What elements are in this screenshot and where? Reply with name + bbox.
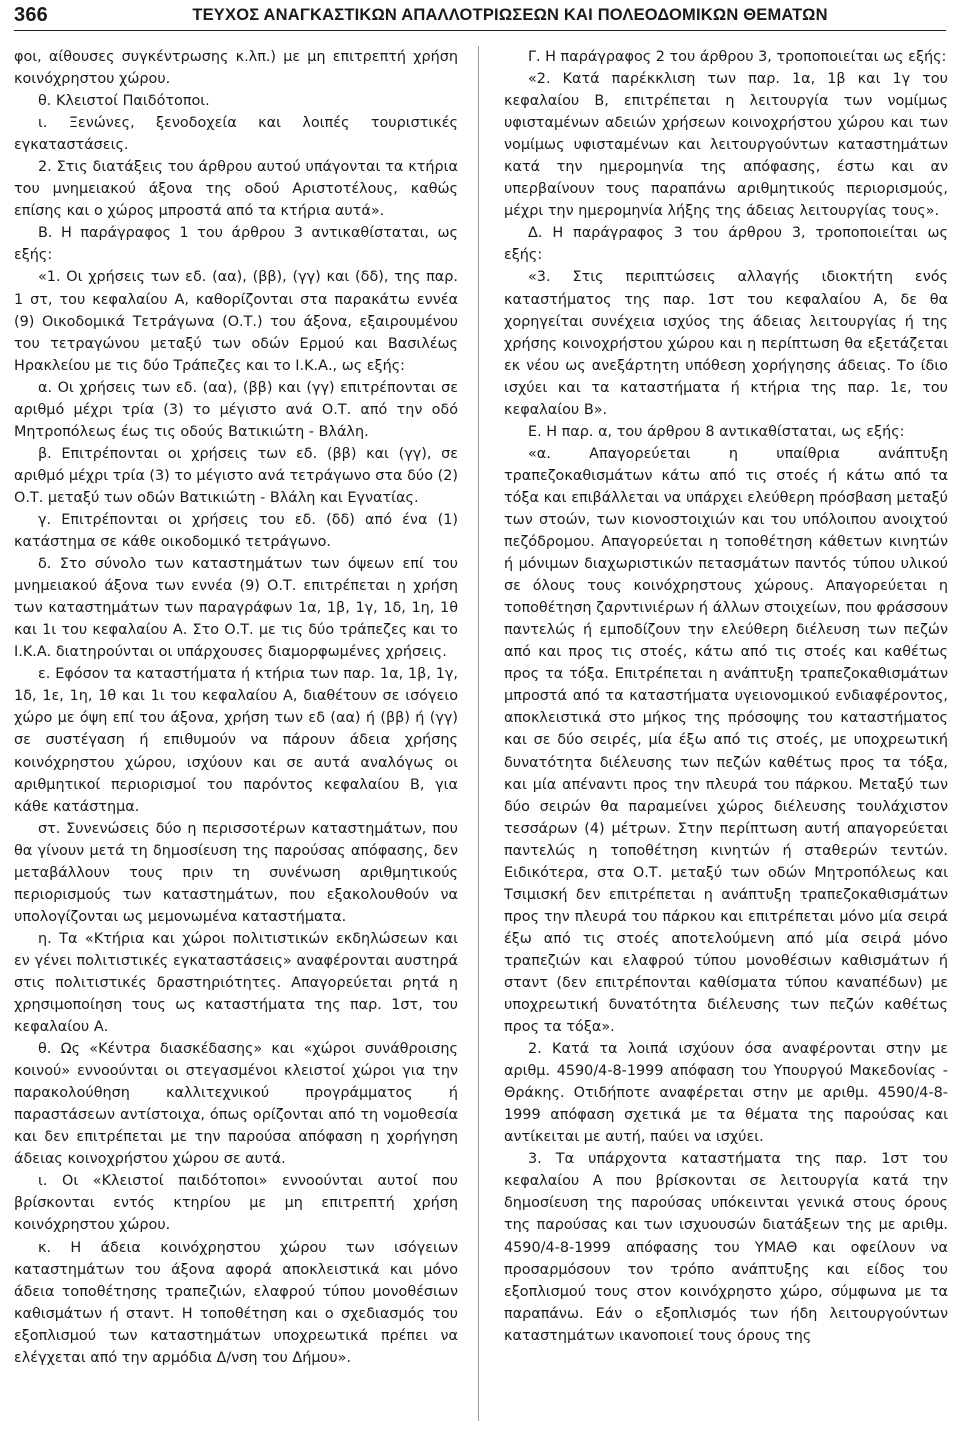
paragraph: ι. Οι «Κλειστοί παιδότοποι» εννοούνται αυτοί που βρίσκονται εντός κτηρίου με μη επιτρεπτή χρήση κοινόχρηστου χώρου.: [14, 1173, 458, 1234]
paragraph: ε. Εφόσον τα καταστήματα ή κτήρια των παρ. 1α, 1β, 1γ, 1δ, 1ε, 1η, 1θ και 1ι του κεφαλαίου Α, διαθέτουν σε ισόγειο χώρο με όψη επί του άξονα, χρήση των εδ (αα) ή (ββ) ή (γγ) σε συστέγαση ή επιθυμούν να πάρουν άδεια χρήσης κοινόχρηστου χώρου, ισχύουν και σε αυτά αναλόγως οι αριθμητικοί περιορισμοί του παρόντος κεφαλαίου Β, για κάθε κατάστημα.: [14, 666, 458, 815]
paragraph: γ. Επιτρέπονται οι χρήσεις του εδ. (δδ) από ένα (1) κατάστημα σε κάθε οικοδομικό τετράγωνο.: [14, 511, 458, 551]
right-column: [504, 46, 948, 1347]
paragraph: 2. Στις διατάξεις του άρθρου αυτού υπάγονται τα κτήρια του μνημειακού άξονα της οδού Αριστοτέλους, καθώς επίσης και ο χώρος μπροστά από τα κτήρια αυτά».: [14, 159, 458, 220]
paragraph: δ. Στο σύνολο των καταστημάτων των όψεων επί του μνημειακού άξονα των εννέα (9) Ο.Τ. επιτρέπεται η χρήση των καταστημάτων των παραγράφων 1α, 1β, 1γ, 1δ, 1η, 1θ και 1ι του κεφαλαίου Α. Στο Ο.Τ. με τις δύο τράπεζες και το Ι.Κ.Α. διατηρούνται οι υπάρχουσες διαμορφωμένες χρήσεις.: [14, 556, 458, 661]
paragraph: Γ. Η παράγραφος 2 του άρθρου 3, τροποποιείται ως εξής:: [528, 49, 947, 65]
left-column: [14, 46, 458, 1369]
paragraph: ι. Ξενώνες, ξενοδοχεία και λοιπές τουριστικές εγκαταστάσεις.: [14, 115, 458, 154]
paragraph: 2. Κατά τα λοιπά ισχύουν όσα αναφέρονται στην με αριθμ. 4590/4-8-1999 απόφαση του Υπουργού Μακεδονίας - Θράκης. Οτιδήποτε αναφέρεται στην με αριθμ. 4590/4-8-1999 απόφαση σχετικά με τα θέματα της παρούσας και αντίκειται με αυτή, παύει να ισχύει.: [504, 1041, 948, 1146]
paragraph: «3. Στις περιπτώσεις αλλαγής ιδιοκτήτη ενός καταστήματος της παρ. 1στ του κεφαλαίου Α, δε θα χορηγείται συνέχεια ισχύος της άδειας λειτουργίας ή της χρήσης κοινοχρήστου χώρου και η περίπτωση θα εξετάζεται εκ νέου ως ανεξάρτητη υπόθεση χορήγησης άδειας. Το ίδιο ισχύει και τα καταστήματα ή κτήρια της παρ. 1ε, του κεφαλαίου Β».: [504, 269, 948, 418]
paragraph: Β. Η παράγραφος 1 του άρθρου 3 αντικαθίσταται, ως εξής:: [14, 225, 458, 264]
paragraph: Δ. Η παράγραφος 3 του άρθρου 3, τροποποιείται ως εξής:: [504, 225, 948, 264]
page-number: 366: [14, 3, 48, 26]
paragraph: «α. Απαγορεύεται η υπαίθρια ανάπτυξη τραπεζοκαθισμάτων κάτω από τις στοές ή κάτω από τα τόξα και επιβάλλεται να υπάρχει ελεύθερη πρόσβαση μεταξύ των στοών, των κιονοστοιχιών και του υπόλοιπου ανοιχτού πεζόδρομου. Απαγορεύεται η τοποθέτηση κάθετων κινητών ή μόνιμων διαχωριστικών πετασμάτων παντός τύπου υλικού σε όλους τους κοινόχρηστους χώρους. Απαγορεύεται η τοποθέτηση ζαρντινιέρων ή άλλων στοιχείων, που φράσσουν παντελώς ή εμποδίζουν την ελεύθερη διέλευση των πεζών από και προς τις στοές, κάτω από τις στοές και καθέτως προς τα τόξα. Επιτρέπεται η ανάπτυξη τραπεζοκαθισμάτων μπροστά από τα καταστήματα υγειονομικού ενδιαφέροντος, αποκλειστικά στο μήκος της πρόσοψης του καταστήματος και σε δύο σειρές, μία έξω από τις στοές, με υποχρεωτική δυνατότητα διέλευσης των πεζών καθέτως προς τα τόξα, και μία απέναντι προς την πλευρά του πάρκου. Μεταξύ των δύο σειρών θα παραμείνει χώρος διέλευσης τουλάχιστον τεσσάρων (4) μέτρων. Στην περίπτωση αυτή απαγορεύεται παντελώς η τοποθέτηση κινητών ή σταθερών τεντών. Ειδικότερα, στα Ο.Τ. μεταξύ των οδών Μητροπόλεως και Τσιμισκή δεν επιτρέπεται η ανάπτυξη τραπεζοκαθισμάτων προς την πλευρά του πάρκου και επιτρέπεται μόνο μία σειρά έξω από τις στοές αποτελούμενη από μία σειρά μόνο τραπεζιών και ελαφρού τύπου μονοθέσιων καθισμάτων ή σταντ (δεν επιτρέπονται καθίσματα τύπου καναπέδων) με υποχρεωτική δυνατότητα διέλευσης των πεζών καθέτως προς τα τόξα».: [504, 445, 948, 1036]
paragraph: «1. Οι χρήσεις των εδ. (αα), (ββ), (γγ) και (δδ), της παρ. 1 στ, του κεφαλαίου Α, καθορίζονται στα παρακάτω εννέα (9) Οικοδομικά Τετράγωνα (Ο.Τ.) του άξονα, εξαιρουμένου του τετραγώνου μεταξύ των οδών Ερμού και Βασιλέως Ηρακλείου με τις δύο Τράπεζες και το Ι.Κ.Α., ως εξής:: [14, 269, 458, 374]
paragraph: Ε. Η παρ. α, του άρθρου 8 αντικαθίσταται, ως εξής:: [528, 423, 905, 440]
column-divider: [478, 46, 479, 1421]
page-header: [14, 0, 946, 30]
header-rule: [14, 30, 946, 31]
paragraph: «2. Κατά παρέκκλιση των παρ. 1α, 1β και 1γ του κεφαλαίου Β, επιτρέπεται η λειτουργία των νομίμως υφισταμένων αδειών χρήσεων κοινοχρήστου χώρου και των νομίμως υφισταμένων και λειτουργούντων καταστημάτων κατά την ημερομηνία της απόφασης, έστω και αν υπερβαίνουν τους παραπάνω αριθμητικούς περιορισμούς, μέχρι την ημερομηνία λήξης της άδειας λειτουργίας τους».: [504, 71, 948, 220]
paragraph: κ. Η άδεια κοινόχρηστου χώρου των ισόγειων καταστημάτων του άξονα αφορά αποκλειστικά και μόνο άδεια τοποθέτησης τραπεζιών, ελαφρού τύπου μονοθέσιων καθισμάτων ή σταντ. Η τοποθέτηση και ο σχεδιασμός του εξοπλισμού των καταστημάτων υποχρεωτικά πρέπει να ελέγχεται από την αρμόδια Δ/νση του Δήμου».: [14, 1239, 458, 1366]
paragraph: θ. Κλειστοί Παιδότοποι.: [38, 93, 210, 110]
paragraph: β. Επιτρέπονται οι χρήσεις των εδ. (ββ) και (γγ), σε αριθμό μέχρι τρία (3) το μέγιστο ανά τετράγωνο στα δύο (2) Ο.Τ. μεταξύ των οδών Βατικιώτη - Βλάλη και Εγνατίας.: [14, 445, 458, 506]
paragraph: θ. Ως «Κέντρα διασκέδασης» και «χώροι συνάθροισης κοινού» εννοούνται οι στεγασμένοι κλειστοί χώροι για την παρακολούθηση καλλιτεχνικού προγράμματος ή παραστάσεων αντίστοιχα, όπως ορίζονται από τη νομοθεσία και δεν επιτρέπεται με την παρούσα απόφαση η χορήγηση άδειας κοινοχρήστου χώρου σε αυτά.: [14, 1041, 458, 1168]
paragraph: η. Τα «Κτήρια και χώροι πολιτιστικών εκδηλώσεων και εν γένει πολιτιστικές εγκαταστάσεις» αναφέρονται αυστηρά στις πολιτιστικές δραστηριότητες. Απαγορεύεται ρητά η χρησιμοποίηση τους ως καταστήματα της παρ. 1στ, του κεφαλαίου Α.: [14, 930, 458, 1036]
page-title: ΤΕΥΧΟΣ ΑΝΑΓΚΑΣΤΙΚΩΝ ΑΠΑΛΛΟΤΡΙΩΣΕΩΝ ΚΑΙ ΠΟΛΕΟΔΟΜΙΚΩΝ ΘΕΜΑΤΩΝ: [192, 5, 828, 24]
paragraph: στ. Συνενώσεις δύο η περισσοτέρων καταστημάτων, που θα γίνουν μετά τη δημοσίευση της παρούσας απόφασης, δεν μεταβάλλουν τους πριν τη συνένωση αριθμητικούς περιορισμούς των καταστημάτων, που εξακολουθούν να υπολογίζονται ως μεμονωμένα καταστήματα.: [14, 820, 458, 925]
paragraph: α. Οι χρήσεις των εδ. (αα), (ββ) και (γγ) επιτρέπονται σε αριθμό μέχρι τρία (3) το μέγιστο ανά Ο.Τ. από την οδό Μητροπόλεως έως τις οδούς Βατικιώτη - Βλάλη.: [14, 379, 458, 440]
paragraph: φοι, αίθουσες συγκέντρωσης κ.λπ.) με μη επιτρεπτή χρήση κοινόχρηστου χώρου.: [14, 49, 458, 88]
paragraph: 3. Τα υπάρχοντα καταστήματα της παρ. 1στ του κεφαλαίου Α που βρίσκονται σε λειτουργία κατά την δημοσίευση της παρούσας υπόκεινται γενικά στους όρους της παρούσας και των ισχυουσών διατάξεων της με αριθμ. 4590/4-8-1999 απόφασης του ΥΜΑΘ και οφείλουν να προσαρμόσουν τον τρόπο ανάπτυξης και είδος του εξοπλισμού τους στον κοινόχρηστο χώρο, σύμφωνα με τα παραπάνω. Εάν ο εξοπλισμός των ήδη λειτουργούντων καταστημάτων ικανοποιεί τους όρους της: [504, 1151, 948, 1344]
